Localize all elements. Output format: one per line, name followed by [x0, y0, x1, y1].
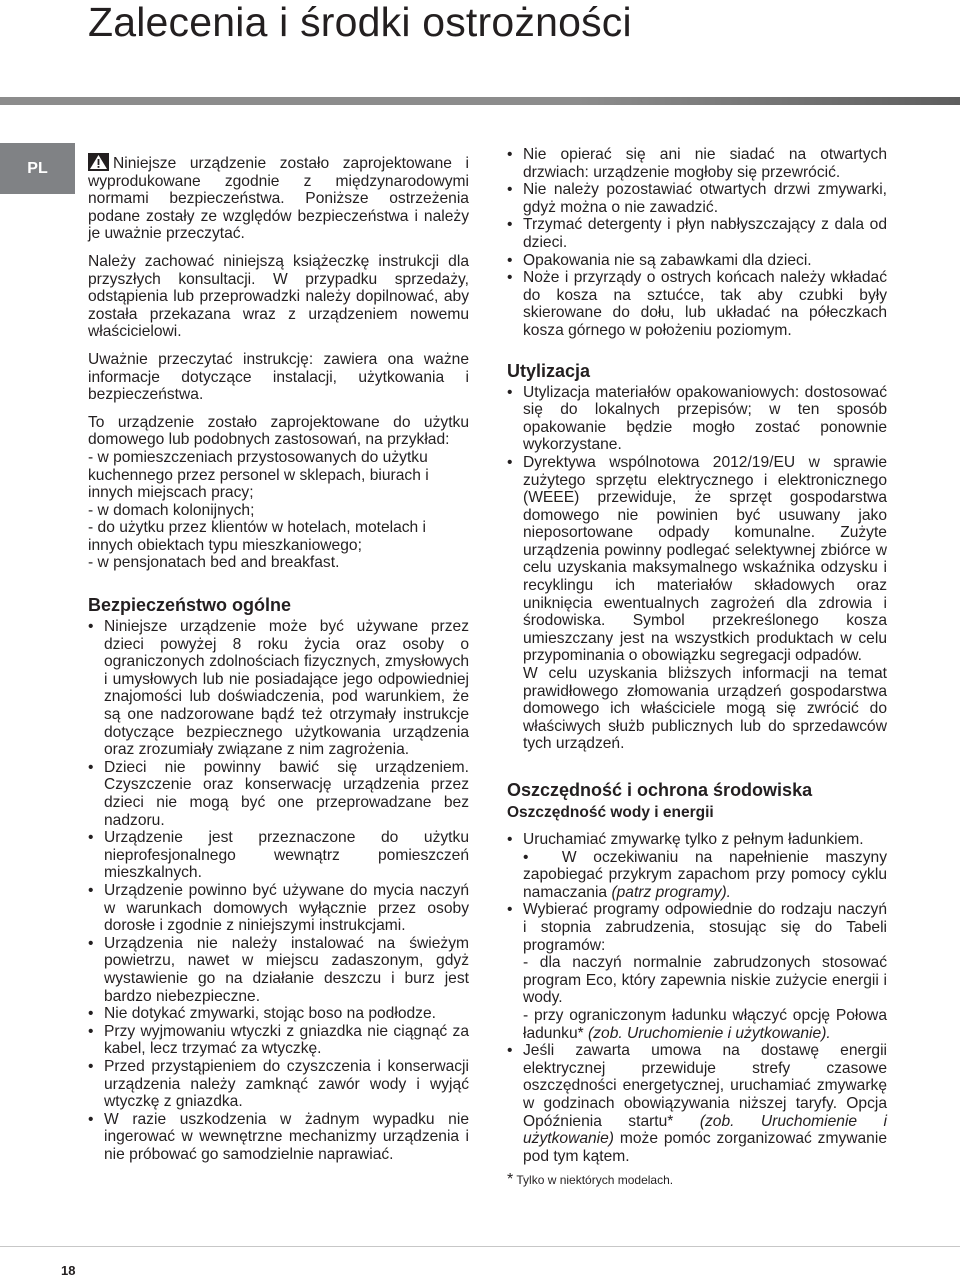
page-title: Zalecenia i środki ostrożności [88, 0, 632, 45]
header-rule [0, 97, 960, 105]
list-item: • Nie należy pozostawiać otwartych drzwi zmywarki, gdyż można o nie zawadzić. [507, 181, 887, 216]
footnote-text: Tylko w niektórych modelach. [516, 1173, 674, 1188]
intro-paragraph [88, 153, 469, 243]
list-item: • Noże i przyrządy o ostrych końcach należy wkładać do kosza na sztućce, tak aby czubki były skierowane do dołu, lub układać na półeczkach kosza górnego w położeniu poziomym. [507, 269, 887, 339]
list-item: • Wybierać programy odpowiednie do rodzaju naczyń i stopnia zabrudzenia, stosując się do Tabeli programów: - dla naczyń normalnie zabrudzonych stosować program Eco, który zapewnia niskie zużycie energii i wody. - przy ograniczonym ładunku włączyć opcję Połowa ładunku* (zob. Uruchomienie i użytkowanie). [507, 901, 887, 1042]
list-item: • W razie uszkodzenia w żadnym wypadku nie ingerować w wewnętrzne mechanizmy urządzenia i nie próbować go samodzielnie naprawiać. [88, 1111, 469, 1164]
water-energy-heading: Oszczędność wody i energii [507, 804, 714, 821]
left-column [88, 153, 469, 1163]
list-item: • Dyrektywa wspólnotowa 2012/19/EU w sprawie zużytego sprzętu elektrycznego i elektronicznego (WEEE) przewiduje, że sprzęt gospodarstwa domowego nie powinien być usuwany jako nieposortowane odpady komunalne. Zużyte urządzenia powinny podlegać selektywnej zbiórce w celu uzyskania maksymalnego wskaźnika odzysku i recyklingu ich materiałów składowych oraz uniknięcia ewentualnych zagrożeń dla zdrowia i środowiska. Symbol przekreślonego kosza umieszczany jest na wszystkich produktach w celu przypominania o obowiązku segregacji odpadów. [507, 454, 887, 665]
list-item-continuation: • W oczekiwaniu na napełnienie maszyny zapobiegać przykrym zapachom przy pomocy cyklu namaczania (patrz programy). [523, 848, 887, 901]
page-number: 18 [61, 1263, 76, 1278]
intended-use-line: - w pensjonatach bed and breakfast. [88, 554, 340, 572]
list-item: • Urządzenie jest przeznaczone do użytku nieprofesjonalnego wewnątrz pomieszczeń mieszkalnych. [88, 829, 469, 882]
intended-use-paragraph [88, 414, 469, 572]
language-tab: PL [0, 143, 75, 194]
list-item: • Dzieci nie powinny bawić się urządzeniem. Czyszczenie oraz konserwację urządzenia przez dzieci nie mogą być one przeprowadzane bez nadzoru. [88, 759, 469, 829]
precautions-list [507, 146, 887, 340]
program-reference: (patrz programy). [611, 883, 732, 901]
intended-use-line: To urządzenie zostało zaprojektowane do użytku domowego lub podobnych zastosowań, na przykład: [88, 413, 469, 449]
footnote [507, 1171, 887, 1190]
disposal-heading: Utylizacja [507, 360, 591, 381]
list-item: • Niniejsze urządzenie może być używane przez dzieci powyżej 8 roku życia oraz osoby o ograniczonych zdolnościach fizycznych, zmysłowych i umysłowych lub nie posiadające jego odpowiedniej znajomości lub doświadczenia, pod warunkiem, że są one nadzorowane bądź też otrzymały instrukcje dotyczące bezpiecznego użytkowania urządzenia oraz zrozumiały związane z nim zagrożenia. [88, 618, 469, 759]
right-column [507, 146, 887, 1190]
list-item: • Urządzenie powinno być używane do mycia naczyń w warunkach domowych wyłącznie przez osoby dorosłe i zgodnie z niniejszymi instrukcjami. [88, 882, 469, 935]
usage-reference: (zob. Uruchomienie i użytkowanie) [523, 1112, 887, 1148]
eco-heading: Oszczędność i ochrona środowiska [507, 780, 813, 800]
disposal-list [507, 384, 887, 753]
eco-list [507, 831, 887, 1165]
read-manual-paragraph: Uważnie przeczytać instrukcję: zawiera ona ważne informacje dotyczące instalacji, użytkowania i bezpieczeństwa. [88, 350, 469, 404]
usage-reference: (zob. Uruchomienie i użytkowanie). [588, 1024, 831, 1042]
warning-icon [88, 153, 109, 171]
list-item: • Przed przystąpieniem do czyszczenia i konserwacji urządzenia należy zamknąć zawór wody i wyjąć wtyczkę z gniazdka. [88, 1058, 469, 1111]
list-item: • Trzymać detergenty i płyn nabłyszczający z dala od dzieci. [507, 216, 887, 251]
bullet-glyph: • [523, 848, 562, 866]
list-item: • Przy wyjmowaniu wtyczki z gniazdka nie ciągnąć za kabel, lecz trzymać za wtyczkę. [88, 1023, 469, 1058]
list-item-continuation: W celu uzyskania bliższych informacji na temat prawidłowego złomowania urządzeń gospodarstwa domowego ich właściciele mogą się zwrócić do właściwych służb publicznych lub do sprzedawców tych urządzeń. [523, 665, 887, 753]
intended-use-line: - w pomieszczeniach przystosowanych do użytku kuchennego przez personel w sklepach, biurach i innych miejscach pracy; [88, 448, 429, 502]
list-item: • Opakowania nie są zabawkami dla dzieci. [507, 252, 887, 270]
intro-text: Niniejsze urządzenie zostało zaprojektowane i wyprodukowane zgodnie z międzynarodowymi normami bezpieczeństwa. Poniższe ostrzeżenia podane zostały ze względów bezpieczeństwa i należy je uważnie przeczytać. [88, 155, 469, 243]
safety-list [88, 618, 469, 1163]
list-item: • Urządzenia nie należy instalować na świeżym powietrzu, nawet w miejscu zadaszonym, gdyż wystawienie go na działanie deszczu i burz jest bardzo niebezpieczne. [88, 935, 469, 1005]
keep-manual-paragraph: Należy zachować niniejszą książeczkę instrukcji dla przyszłych konsultacji. W przypadku sprzedaży, odstąpienia lub przeprowadzki należy dopilnować, aby została przekazana wraz z urządzeniem nowemu właścicielowi. [88, 252, 469, 341]
list-item: • Nie dotykać zmywarki, stojąc boso na podłodze. [88, 1005, 469, 1023]
safety-heading: Bezpieczeństwo ogólne [88, 595, 292, 616]
intended-use-line: - w domach kolonijnych; [88, 501, 255, 519]
footer-rule [0, 1246, 960, 1247]
list-item: • Nie opierać się ani nie siadać na otwartych drzwiach: urządzenie mogłoby się przewrócić. [507, 146, 887, 181]
footnote-star: * [507, 1171, 514, 1189]
intended-use-line: - do użytku przez klientów w hotelach, motelach i innych obiektach typu mieszkaniowego; [88, 519, 427, 554]
list-item: • Jeśli zawarta umowa na dostawę energii elektrycznej przewiduje strefy czasowe oszczędności energetycznej, uruchamiać zmywarkę w godzinach obowiązywania niższej taryfy. Opcja Opóźnienia startu* (zob. Uruchomienie i użytkowanie) może pomóc zorganizować zmywanie pod tym kątem. [507, 1042, 887, 1165]
list-item: • Uruchamiać zmywarkę tylko z pełnym ładunkiem. [507, 831, 887, 849]
list-item: • Utylizacja materiałów opakowaniowych: dostosować się do lokalnych przepisów; w ten sposób opakowanie będzie mogło zostać ponownie wykorzystane. [507, 384, 887, 454]
